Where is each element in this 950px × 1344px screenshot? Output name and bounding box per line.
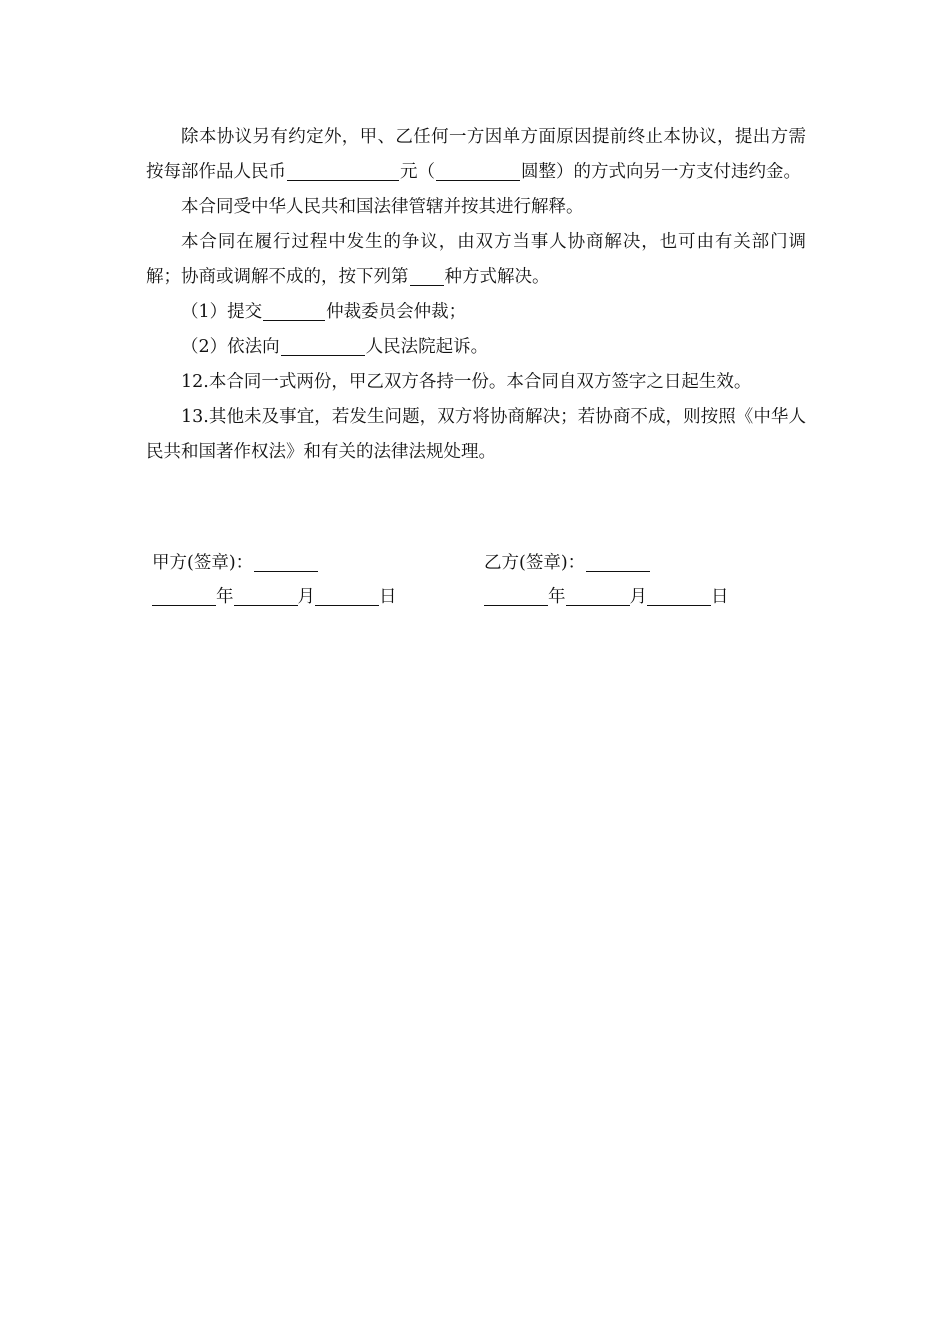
arbitration-committee-blank[interactable] (263, 298, 325, 321)
arbitration-text-b: 仲裁委员会仲裁； (326, 302, 467, 322)
party-a-signature-blank[interactable] (254, 549, 318, 572)
litigation-text-b: 人民法院起诉。 (365, 337, 489, 357)
litigation-option (146, 330, 806, 365)
party-a-year-label: 年 (216, 587, 234, 607)
dispute-text-b: 种方式解决。 (444, 267, 550, 287)
court-name-blank[interactable] (281, 333, 365, 356)
party-a-day-blank[interactable] (315, 583, 379, 606)
party-b-label: 乙方(签章)： (484, 553, 586, 573)
party-a-date-line (152, 580, 452, 614)
copies-clause: 12.本合同一式两份，甲乙双方各持一份。本合同自双方签字之日起生效。 (181, 372, 752, 392)
penalty-amount-blank[interactable] (287, 158, 399, 181)
other-matters-clause: 13.其他未及事宜，若发生问题，双方将协商解决；若协商不成，则按照《中华人民共和国著作权法》和有关的法律法规处理。 (146, 407, 806, 462)
termination-clause (146, 120, 806, 190)
party-a-day-label: 日 (379, 587, 397, 607)
party-b-date-line (484, 580, 784, 614)
party-a-month-label: 月 (297, 587, 315, 607)
governing-law-clause: 本合同受中华人民共和国法律管辖并按其进行解释。 (181, 197, 584, 217)
party-b-month-label: 月 (629, 587, 647, 607)
party-b-signature-block (484, 546, 784, 614)
party-a-signature-block (152, 546, 452, 614)
party-a-year-blank[interactable] (152, 583, 216, 606)
party-a-label: 甲方(签章)： (152, 553, 254, 573)
dispute-option-blank[interactable] (410, 263, 444, 286)
party-a-month-blank[interactable] (234, 583, 298, 606)
party-b-signature-line (484, 546, 784, 580)
termination-text-c: 圆整）的方式向另一方支付违约金。 (521, 162, 801, 182)
party-a-signature-line (152, 546, 452, 580)
contract-body (146, 120, 806, 470)
arbitration-option (146, 295, 806, 330)
party-b-year-blank[interactable] (484, 583, 548, 606)
dispute-clause (146, 225, 806, 295)
party-b-year-label: 年 (548, 587, 566, 607)
litigation-text-a: （2）依法向 (181, 337, 280, 357)
arbitration-text-a: （1）提交 (181, 302, 263, 322)
party-b-month-blank[interactable] (566, 583, 630, 606)
termination-text-a: 除本协议另有约定外，甲、乙任何一方因单方面原因提前终止本协议，提出方需按每部作品人民币 (146, 127, 806, 182)
penalty-amount-words-blank[interactable] (436, 158, 520, 181)
dispute-text-a: 本合同在履行过程中发生的争议，由双方当事人协商解决，也可由有关部门调解；协商或调解不成的，按下列第 (146, 232, 806, 287)
party-b-signature-blank[interactable] (586, 549, 650, 572)
party-b-day-label: 日 (711, 587, 729, 607)
termination-text-b: 元（ (400, 162, 435, 182)
party-b-day-blank[interactable] (647, 583, 711, 606)
